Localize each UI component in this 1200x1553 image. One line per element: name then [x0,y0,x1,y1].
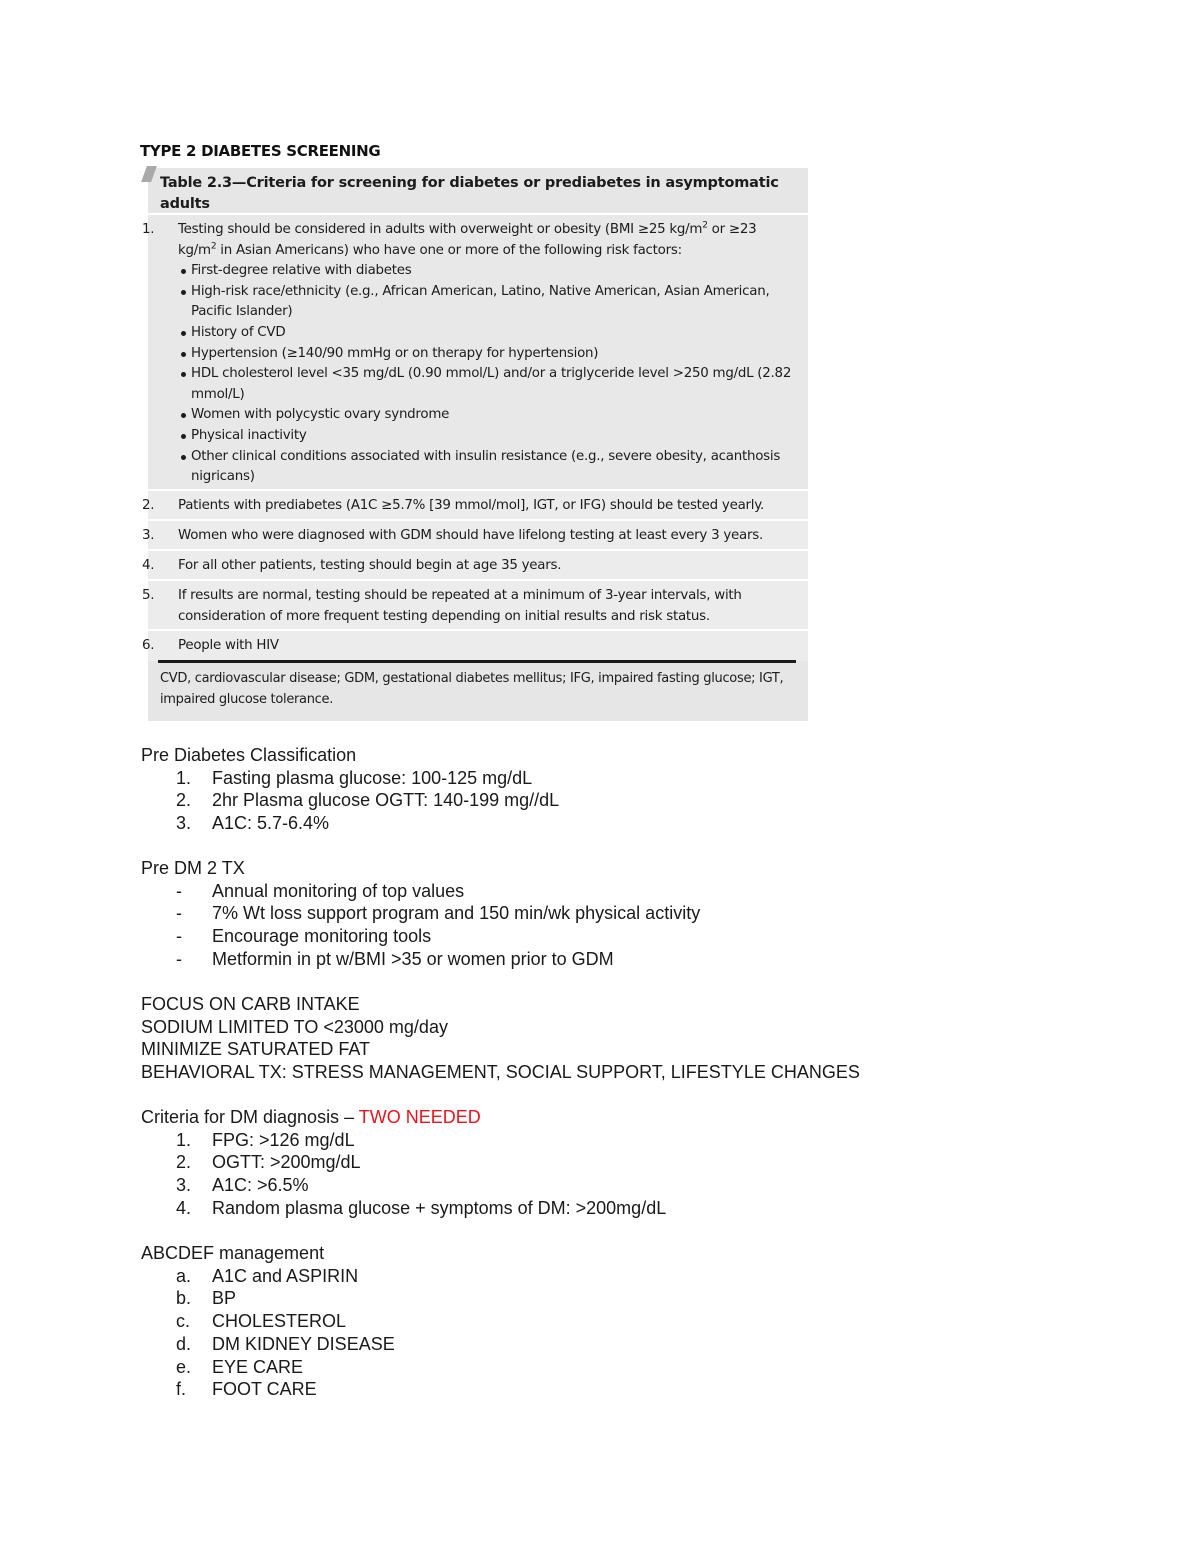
risk-factor-item: Physical inactivity [160,426,796,447]
list-item [141,1129,666,1152]
list-marker: 2. [176,790,192,811]
screening-criteria-table [142,168,808,721]
row-2-number: 2. [142,498,155,513]
list-marker: c. [176,1311,191,1332]
list-marker: 3. [176,813,192,834]
list-item-text: FPG: >126 mg/dL [212,1129,355,1150]
list-marker: - [176,948,182,969]
pre-dm-tx-list [141,880,700,971]
list-item [141,1197,666,1220]
list-marker: e. [176,1356,192,1377]
list-marker: 3. [176,1175,192,1196]
abcdef-heading: ABCDEF management [141,1243,325,1263]
abcdef-section [141,1242,395,1401]
list-item-text: EYE CARE [212,1356,304,1377]
dm-criteria-list [141,1129,666,1220]
list-item [141,1333,395,1356]
list-marker: 1. [176,1129,192,1150]
pre-dm-tx-section [141,857,700,971]
list-item-text: 2hr Plasma glucose OGTT: 140-199 mg//dL [212,790,560,811]
row-3-number: 3. [142,528,155,543]
list-item [141,880,700,903]
list-marker: b. [176,1288,192,1309]
focus-line: BEHAVIORAL TX: STRESS MANAGEMENT, SOCIAL SUPPORT, LIFESTYLE CHANGES [141,1062,860,1083]
row-1-text [142,220,796,261]
list-marker: 1. [176,767,192,788]
list-item-text: 7% Wt loss support program and 150 min/wk physical activity [212,903,701,924]
pre-dm-tx-heading: Pre DM 2 TX [141,858,245,878]
table-row-2 [142,489,808,519]
list-marker: f. [176,1379,187,1400]
list-item [141,1265,395,1288]
list-item [141,1310,395,1333]
list-item [141,925,700,948]
abcdef-list [141,1265,395,1401]
list-item-text: Annual monitoring of top values [212,880,465,901]
risk-factor-item: First-degree relative with diabetes [160,261,796,282]
list-item [141,902,700,925]
risk-factor-item: Hypertension (≥140/90 mmHg or on therapy for hypertension) [160,344,796,365]
table-footnote: CVD, cardiovascular disease; GDM, gestational diabetes mellitus; IFG, impaired fasting glucose; IGT, impaired glucose tolerance. [160,671,784,707]
prediabetes-list [141,767,559,835]
row-5-number: 5. [142,588,155,603]
list-item [141,767,559,790]
document-title: TYPE 2 DIABETES SCREENING [140,142,381,160]
list-item-text: Random plasma glucose + symptoms of DM: >200mg/dL [212,1197,667,1218]
dm-criteria-heading-text: Criteria for DM diagnosis – [141,1107,359,1127]
list-item [141,1174,666,1197]
table-divider [158,660,796,663]
list-marker: 4. [176,1197,192,1218]
table-caption: Table 2.3—Criteria for screening for diabetes or prediabetes in asymptomatic adults [160,175,779,212]
table-row-3 [142,519,808,549]
prediabetes-heading: Pre Diabetes Classification [141,745,357,765]
list-item-text: A1C and ASPIRIN [212,1265,359,1286]
list-marker: d. [176,1333,192,1354]
table-row-1 [142,213,808,489]
row-1-text-a: Testing should be considered in adults with overweight or obesity (BMI ≥25 kg/m [178,222,703,237]
prediabetes-section [141,744,559,835]
list-marker: a. [176,1265,192,1286]
list-marker: - [176,903,182,924]
row-5-text: If results are normal, testing should be repeated at a minimum of 3-year intervals, with consideration of more frequent testing depending on initial results and risk status. [178,588,742,624]
row-6-number: 6. [142,638,155,653]
list-item-text: DM KIDNEY DISEASE [212,1333,395,1354]
row-2-text: Patients with prediabetes (A1C ≥5.7% [39 mmol/mol], IGT, or IFG) should be tested yearly. [178,498,765,513]
row-4-number: 4. [142,558,155,573]
table-corner-mark [141,166,157,182]
risk-factor-item: Other clinical conditions associated with insulin resistance (e.g., severe obesity, acanthosis nigricans) [160,447,796,488]
list-item [141,1151,666,1174]
list-marker: - [176,926,182,947]
dm-criteria-section [141,1106,666,1220]
list-item-text: A1C: 5.7-6.4% [212,813,330,834]
table-row-6 [142,629,808,661]
row-1-text-c: in Asian Americans) who have one or more of the following risk factors: [216,242,682,258]
two-needed-highlight: TWO NEEDED [358,1107,481,1127]
list-item-text: CHOLESTEROL [212,1311,347,1332]
list-item-text: BP [212,1288,237,1309]
list-marker: 2. [176,1152,192,1173]
table-row-4 [142,549,808,579]
dm-criteria-heading [141,1106,666,1129]
list-item [141,1378,395,1401]
row-1-sup-1: 2 [702,220,708,231]
risk-factor-list [160,261,796,488]
risk-factor-item: Women with polycystic ovary syndrome [160,405,796,426]
row-6-text: People with HIV [178,638,279,653]
list-item [141,948,700,971]
row-1-number: 1. [142,222,155,237]
list-item [141,1287,395,1310]
row-3-text: Women who were diagnosed with GDM should have lifelong testing at least every 3 years. [178,528,763,543]
risk-factor-item: History of CVD [160,323,796,344]
list-item [141,812,559,835]
row-1-text-b: or ≥23 kg/m [178,222,757,258]
list-item-text: A1C: >6.5% [212,1175,309,1196]
focus-line: FOCUS ON CARB INTAKE [141,994,360,1014]
list-item-text: FOOT CARE [212,1379,317,1400]
risk-factor-item: High-risk race/ethnicity (e.g., African American, Latino, Native American, Asian American, Pacific Islander) [160,282,796,323]
list-item-text: Metformin in pt w/BMI >35 or women prior to GDM [212,948,614,969]
risk-factor-item: HDL cholesterol level <35 mg/dL (0.90 mmol/L) and/or a triglyceride level >250 mg/dL (2.82 mmol/L) [160,364,796,405]
row-1-sup-2: 2 [210,241,217,252]
table-row-5 [142,579,808,629]
list-item-text: OGTT: >200mg/dL [212,1152,361,1173]
list-item-text: Encourage monitoring tools [212,926,432,947]
lifestyle-focus-section [141,993,860,1084]
list-item [141,789,559,812]
list-item-text: Fasting plasma glucose: 100-125 mg/dL [212,767,533,788]
list-marker: - [176,880,182,901]
focus-line: MINIMIZE SATURATED FAT [141,1039,370,1060]
row-4-text: For all other patients, testing should begin at age 35 years. [178,558,562,573]
list-item [141,1356,395,1379]
focus-line: SODIUM LIMITED TO <23000 mg/day [141,1016,448,1037]
